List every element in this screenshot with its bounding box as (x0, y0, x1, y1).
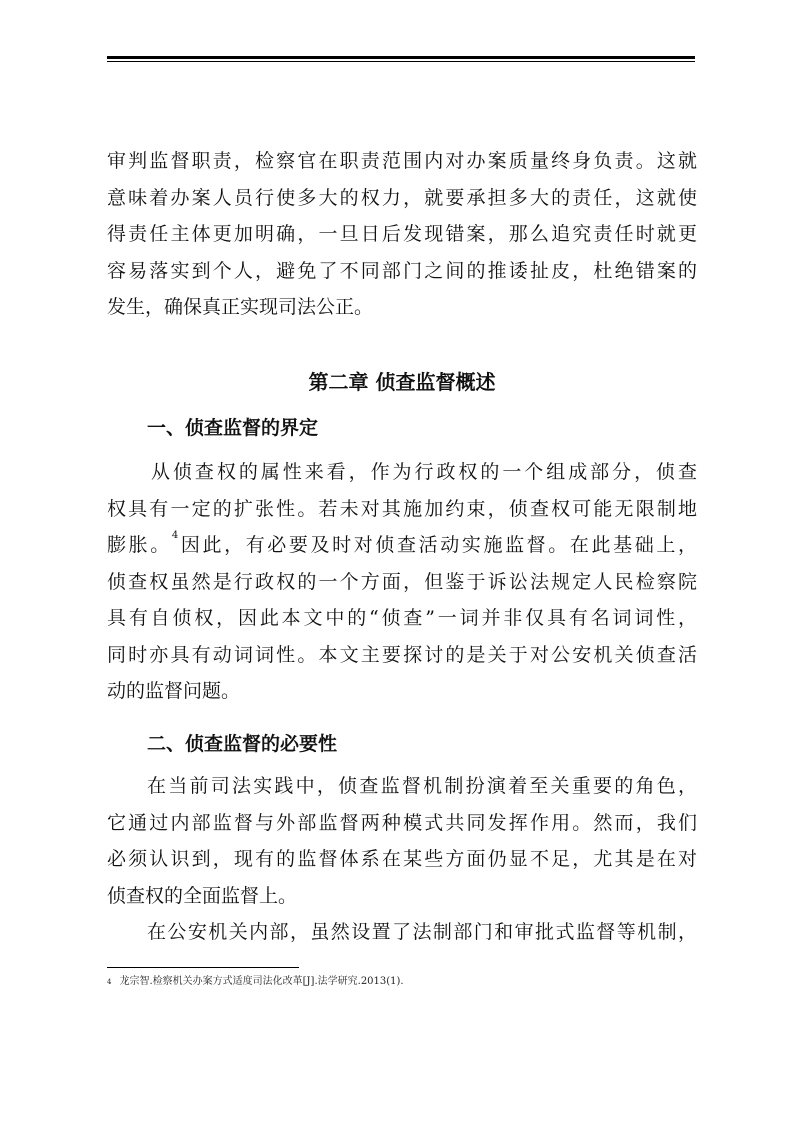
paragraph-line: 侦查权虽然是行政权的一个方面，但鉴于诉讼法规定人民检察院 (107, 570, 697, 593)
header-rule-thin (107, 61, 695, 62)
footnote (107, 975, 404, 989)
paragraph-line: 在当前司法实践中，侦查监督机制扮演着至关重要的角色， (147, 775, 697, 797)
section-heading-necessity: 二、侦查监督的必要性 (147, 733, 338, 755)
section2-paragraph (107, 768, 697, 951)
paragraph-line: 发生，确保真正实现司法公正。 (107, 296, 374, 318)
paragraph-line: 动的监督问题。 (107, 680, 241, 702)
paragraph-line: 侦查权的全面监督上。 (107, 884, 298, 907)
footnote-text: 龙宗智.检察机关办案方式适度司法化改革[J].法学研究.2013(1). (119, 976, 404, 987)
line-segment: 因此，有必要及时对侦查活动实施监督。在此基础上， (178, 534, 697, 556)
paragraph-line: 在公安机关内部，虽然设置了法制部门和审批式监督等机制， (147, 921, 697, 943)
paragraph-line: 具有自侦权，因此本文中的“侦查”一词并非仅具有名词词性， (107, 607, 697, 629)
paragraph-line: 从侦查权的属性来看，作为行政权的一个组成部分，侦查 (151, 461, 697, 483)
paragraph-line: 得责任主体更加明确，一旦日后发现错案，那么追究责任时就更 (107, 223, 697, 245)
footnote-reference[interactable]: 4 (171, 530, 179, 541)
section1-paragraph (107, 454, 697, 710)
chapter-title: 第二章 侦查监督概述 (308, 370, 496, 394)
paragraph-line: 权具有一定的扩张性。若未对其施加约束，侦查权可能无限制地 (107, 497, 697, 520)
paragraph-line: 它通过内部监督与外部监督两种模式共同发挥作用。然而，我们 (107, 811, 697, 834)
line-segment: 膨胀。 (107, 534, 172, 556)
paragraph-line: 审判监督职责，检察官在职责范围内对办案质量终身负责。这就 (107, 150, 697, 172)
paragraph-line: 意味着办案人员行使多大的权力，就要承担多大的责任，这就使 (107, 186, 697, 209)
paragraph-line: 同时亦具有动词词性。本文主要探讨的是关于对公安机关侦查活 (107, 643, 697, 666)
paragraph-line: 容易落实到个人，避免了不同部门之间的推诿扯皮，杜绝错案的 (107, 259, 697, 282)
paragraph-line: 必须认识到，现有的监督体系在某些方面仍显不足，尤其是在对 (107, 848, 697, 870)
footnote-separator (107, 967, 299, 968)
continuation-paragraph (107, 143, 697, 326)
paragraph-line (107, 527, 697, 564)
header-rule (107, 56, 695, 59)
section-heading-definition: 一、侦查监督的界定 (147, 417, 319, 439)
footnote-number: 4 (107, 978, 112, 986)
